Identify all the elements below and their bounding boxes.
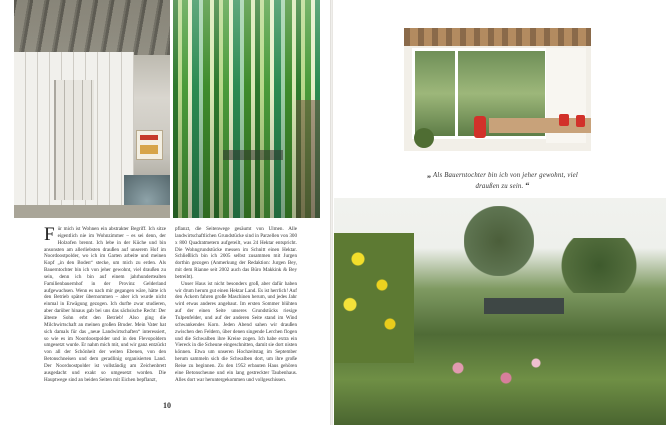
article-column-1 bbox=[44, 226, 166, 383]
garden-photo bbox=[334, 198, 666, 425]
paragraph-text: ür mich ist Wohnen ein abstrakter Begriff. Ich sitze eigentlich nie im Wohnzimmer – es sei denn, der Holzofen brennt. Ich lebe in der Küche und bin ansonsten am allerliebsten draußen auf unserem Hof im Noordoostpolder, wo ich im Garten arbeite und meinen Kopf „in den Boden“ stecke, um mich zu erden. Als Bauerntochter bin ich von jeher gewohnt, viel draußen zu sein, denn ich bin auf einem jahrhundertealten Familienbauernhof in der Provinz Gelderland aufgewachsen. Wenn es nach mir gegangen wäre, hätte ich den Betrieb später übernommen – aber ich wurde nicht einmal in Erwägung gezogen. Ich durfte zwar studieren, aber darüber hinaus gab bei uns das sächsische Recht: Der älteste Sohn erbt den Betrieb! Also ging die Milchwirtschaft an meinen großen Bruder. Mein Vater hat sich damals für das „neue Landwirtschaften“ interessiert, so wie es im Noordoostpolder und in den Flevopoldern umgesetzt wurde. Er nahm mich mit, und wir ganz entzückt von all der Schönheit der weiten Ebenen, von den Betonschneisen und dem geradlinig organisierten Land. Der Noordoostpolder ist vollständig am Zeichenbrett ausgedacht und exakt so umgesetzt worden. Die Hauptwege sind an beiden Seiten mit Eichen bepflanzt, bbox=[44, 226, 166, 383]
close-quote-mark: “ bbox=[525, 181, 530, 190]
pink-flowers bbox=[434, 348, 554, 398]
barn-ground bbox=[14, 205, 170, 218]
red-chair bbox=[576, 115, 585, 127]
drop-cap: F bbox=[44, 224, 55, 245]
open-quote-mark: „ bbox=[427, 170, 432, 179]
green-curtain-photo bbox=[173, 0, 320, 218]
potted-plant bbox=[414, 128, 434, 148]
article-paragraph: Unser Haus ist nicht besonders groß, aber dafür haben wir drum herum gut einen Hektar Land. Es ist herrlich! Auf den Äckern fahren große Maschinen herum, und jedes Jahr wird etwas anderes angebaut. Im ersten Sommer blühten auf der einen Seite unseres Grundstücks riesige Tulpenfelder, und auf der anderen Seite stand im Wind schwankendes Korn. Jeden Abend sahen wir draußen zwischen den Feldern, über denen singende Lerchen flogen und die Schwalben ihre Kreise zogen. Ich habe extra ein Viereck in die Scheune eingeschnitten, damit sie dort nisten können. Etwa um unseren Hochzeitstag im September herum sammeln sich die Schwalben dort, um ihre große Reise zu beginnen. Zu den 1952 erbauten Haus gehören eine Betonscheune und ein lang gestreckter Taubenhaus. Alles dort war heruntergekommen und vollgeschissen. bbox=[175, 280, 297, 383]
garden-tree bbox=[554, 238, 644, 293]
curtain-shade bbox=[173, 0, 320, 218]
barn-sign bbox=[136, 130, 163, 160]
barn-photo bbox=[14, 0, 170, 218]
red-chair bbox=[559, 114, 569, 126]
garden-tree bbox=[464, 206, 534, 276]
pull-quote bbox=[415, 170, 590, 192]
interior-ceiling bbox=[404, 28, 591, 46]
article-paragraph: pflanzt, die Seitenwege gesäumt von Ulmen. Alle landwirtschaftlichen Grundstücke sind in Parzellen von 300 x 800 Quadratmetern aufgeteilt, was 24 Hektar entspricht. Die Wohngrundstücke messen im Schnitt einen Hektar. Schließlich bin ich 2005 selbst zusammen mit Jurgen dorthin gezogen (Anmerkung der Redaktion: Jurgen Bey, mit dem Rianne seit 2002 auch das Büro Makkink & Bey betreibt). bbox=[175, 226, 297, 280]
interior-photo bbox=[404, 28, 591, 151]
article-paragraph bbox=[44, 226, 166, 383]
barn-roof bbox=[14, 0, 170, 55]
left-page bbox=[0, 0, 330, 425]
article-column-2 bbox=[175, 226, 297, 383]
page-number: 10 bbox=[163, 401, 171, 410]
red-chair bbox=[474, 116, 486, 138]
pull-quote-text: Als Bauerntochter bin ich von jeher gewohnt, viel draußen zu sein. bbox=[433, 172, 578, 190]
garden-house bbox=[484, 298, 564, 314]
yellow-flowers bbox=[334, 233, 414, 363]
barn-door bbox=[54, 80, 94, 200]
